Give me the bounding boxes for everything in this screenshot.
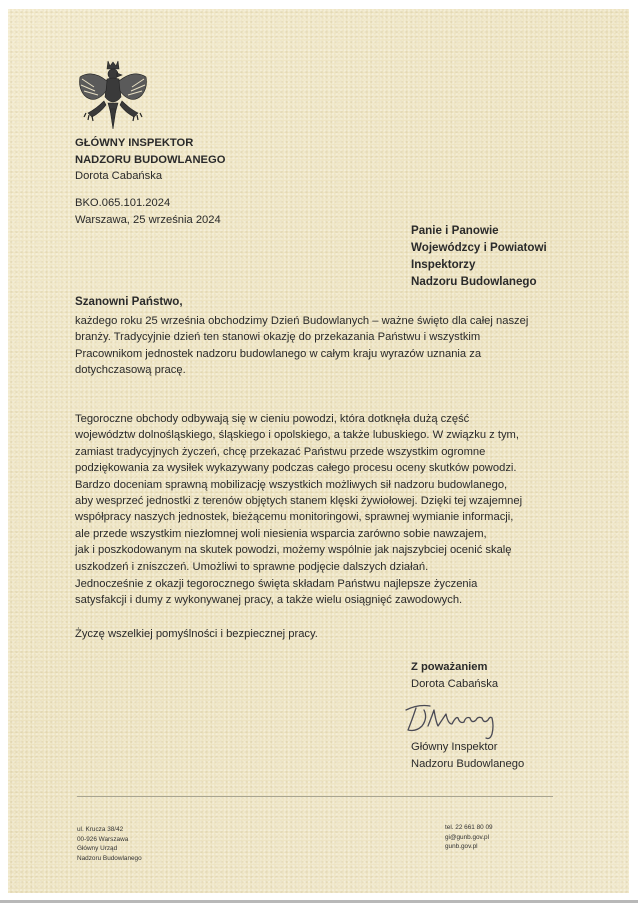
text-line: jak i poszkodowanym na skutek powodzi, możemy wspólnie jak najszybciej ocenić skalę [75, 544, 512, 557]
text-line: Jednocześnie z okazji tegorocznego święta składam Państwu najlepsze życzenia [75, 578, 478, 590]
paragraph-3 [75, 576, 477, 609]
text-line: Bardzo doceniam sprawną mobilizację wszystkich możliwych sił nadzoru budowlanego, [75, 478, 508, 491]
footer-email[interactable]: gi@gunb.gov.pl [445, 833, 490, 841]
text-line: województw dolnośląskiego, śląskiego i opolskiego, a także lubuskiego. W związku z tym, [75, 429, 519, 442]
signer-name: Dorota Cabańska [411, 678, 499, 690]
footer-line: Nadzoru Budowlanego [77, 854, 142, 862]
closing-block [411, 659, 498, 693]
recipient-line: Nadzoru Budowlanego [411, 275, 537, 288]
footer-phone: tel. 22 661 80 09 [445, 824, 493, 831]
reference-block [75, 195, 221, 228]
text-line: Pracownikom jednostek nadzoru budowlanego w całym kraju wyrazów uznania za [75, 347, 482, 360]
paragraph-4 [75, 626, 318, 642]
place-date: Warszawa, 25 września 2024 [75, 213, 221, 226]
text-line: ale przede wszystkim niezłomnej woli niesienia wsparcia zarówno sobie nawzajem, [75, 527, 487, 540]
authority-title-line1: GŁÓWNY INSPEKTOR [75, 137, 194, 149]
letter-page [8, 9, 629, 893]
text-line: Tegoroczne obchody odbywają się w cieniu powodzi, która dotknęła dużą część [75, 413, 470, 425]
footer-line: Główny Urząd [77, 845, 118, 853]
eagle-emblem-icon [74, 57, 152, 135]
reference-number: BKO.065.101.2024 [75, 197, 171, 209]
text-line: branży. Tradycyjnie dzień ten stanowi okazję do przekazania Państwu i wszystkim [75, 331, 481, 344]
salutation: Szanowni Państwo, [75, 295, 183, 308]
recipient-line: Panie i Panowie [411, 224, 499, 237]
recipient-line: Wojewódzcy i Powiatowi [411, 241, 547, 254]
paragraph-1 [75, 313, 528, 379]
text-line: satysfakcji i dumy z wykonywanej pracy, a także wielu osiągnięć zawodowych. [75, 594, 463, 607]
text-line: każdego roku 25 września obchodzimy Dzień Budowlanych – ważne święto dla całej naszej [75, 315, 529, 327]
authority-name: Dorota Cabańska [75, 170, 163, 182]
paragraph-2 [75, 411, 522, 575]
signer-title-block [411, 739, 524, 773]
authority-title-line2: NADZORU BUDOWLANEGO [75, 153, 226, 166]
text-line: dotychczasową pracę. [75, 364, 186, 377]
text-line: Życzę wszelkiej pomyślności i bezpiecznej pracy. [75, 628, 318, 640]
letterhead [75, 135, 225, 185]
signature-icon [402, 700, 512, 742]
regards: Z poważaniem [411, 661, 488, 673]
footer-line: 00-926 Warszawa [77, 835, 129, 843]
footer-website[interactable]: gunb.gov.pl [445, 843, 478, 851]
text-line: zamiast tradycyjnych życzeń, chcę przekazać Państwu przede wszystkim ogromne [75, 445, 486, 458]
footer-address [77, 825, 142, 863]
signer-title-line2: Nadzoru Budowlanego [411, 758, 525, 770]
recipient-block [411, 222, 547, 290]
text-line: aby wesprzeć jednostki z terenów objętych stanem klęski żywiołowej. Dzięki tej wzajemnej [75, 495, 523, 508]
text-line: współpracy naszych jednostek, bieżącemu monitoringowi, sprawnej wymianie informacji, [75, 511, 514, 524]
text-line: uszkodzeń i zniszczeń. Umożliwi to sprawne podjęcie dalszych działań. [75, 560, 429, 573]
footer-contact [445, 823, 493, 852]
footer-line: ul. Krucza 38/42 [77, 826, 124, 833]
recipient-line: Inspektorzy [411, 258, 476, 271]
signer-title-line1: Główny Inspektor [411, 741, 498, 753]
footer-divider [77, 796, 553, 797]
text-line: podziękowania za wysiłek wykazywany podczas całego procesu oceny skutków powodzi. [75, 462, 517, 475]
